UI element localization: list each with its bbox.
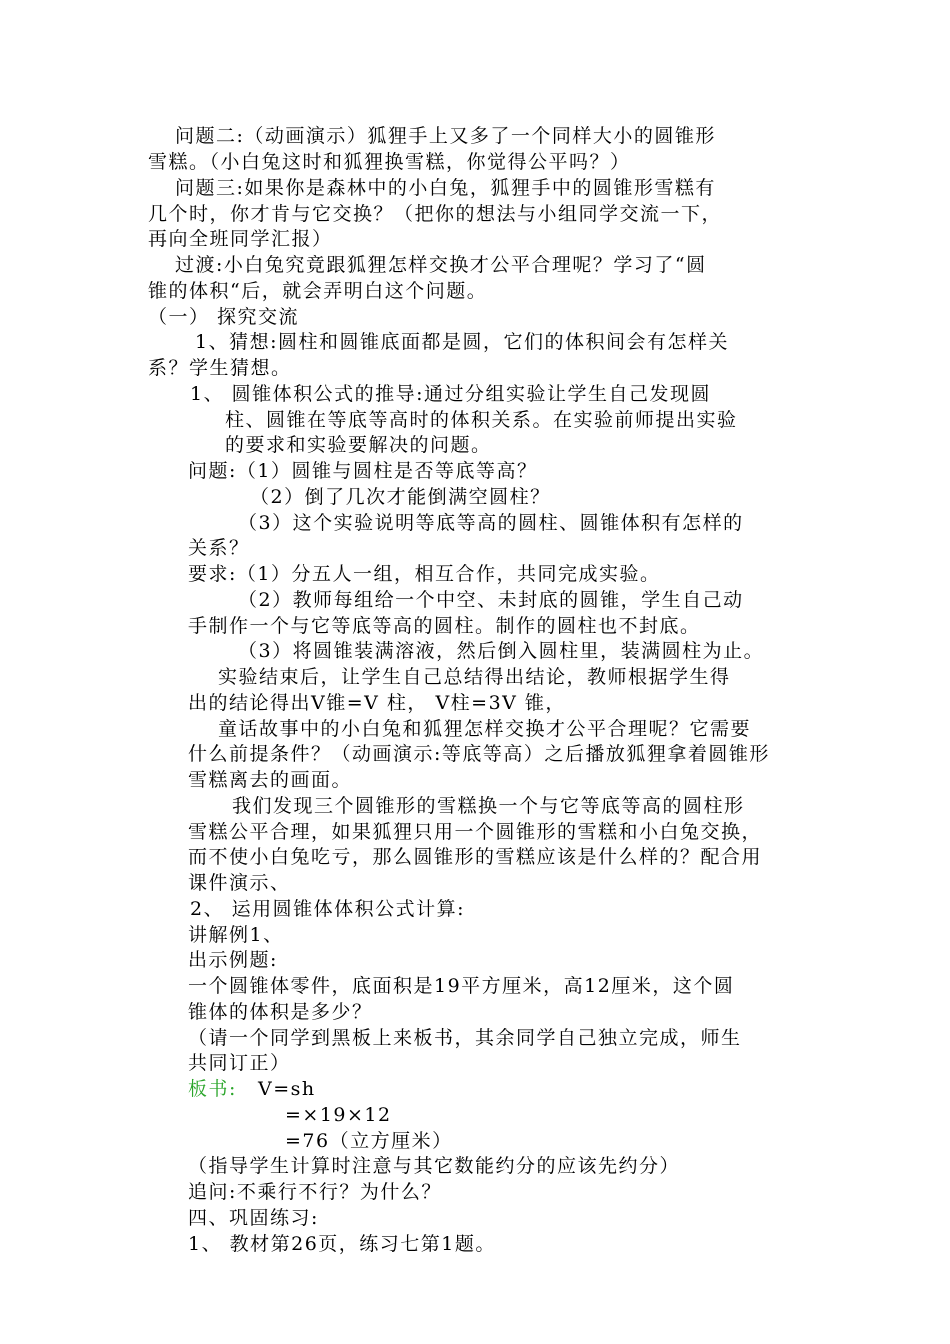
text-line: 锥体的体积是多少？ <box>188 1001 373 1023</box>
text-line: 问题三:如果你是森林中的小白兔，狐狸手中的圆锥形雪糕有 <box>175 177 716 199</box>
text-line: 课件演示、 <box>188 872 291 894</box>
text-line: 雪糕公平合理，如果狐狸只用一个圆锥形的雪糕和小白兔交换， <box>188 821 763 843</box>
text-line: 1、猜想:圆柱和圆锥底面都是圆，它们的体积间会有怎样关 <box>195 331 729 353</box>
text-line: 2、 运用圆锥体体积公式计算: <box>190 898 466 920</box>
text-line: 什么前提条件？（动画演示:等底等高）之后播放狐狸拿着圆锥形 <box>188 743 770 765</box>
section-heading: （一） 探究交流 <box>148 306 300 328</box>
text-line: 系？学生猜想。 <box>148 357 292 379</box>
text-line: 出示例题: <box>188 949 278 971</box>
text-line: （2）倒了几次才能倒满空圆柱？ <box>250 486 551 508</box>
text-line: 1、 圆锥体积公式的推导:通过分组实验让学生自己发现圆 <box>190 383 712 405</box>
text-line: 童话故事中的小白兔和狐狸怎样交换才公平合理呢？它需要 <box>218 718 752 740</box>
text-line: 我们发现三个圆锥形的雪糕换一个与它等底等高的圆柱形 <box>232 795 745 817</box>
text-line: 而不使小白兔吃亏，那么圆锥形的雪糕应该是什么样的？配合用 <box>188 846 763 868</box>
text-line: 讲解例1、 <box>188 924 284 946</box>
text-line: 问题二:（动画演示）狐狸手上又多了一个同样大小的圆锥形 <box>175 125 716 147</box>
text-line: 锥的体积“后，就会弄明白这个问题。 <box>148 280 488 302</box>
text-line: （3）将圆锥装满溶液，然后倒入圆柱里，装满圆柱为止。 <box>238 640 765 662</box>
formula-line: V=sh <box>258 1078 316 1100</box>
text-line: 1、 教材第26页，练习七第1题。 <box>188 1233 496 1255</box>
text-line: 关系？ <box>188 537 250 559</box>
text-line: 要求:（1）分五人一组，相互合作，共同完成实验。 <box>188 563 661 585</box>
text-line: 一个圆锥体零件，底面积是19平方厘米，高12厘米，这个圆 <box>188 975 735 997</box>
text-line: （3）这个实验说明等底等高的圆柱、圆锥体积有怎样的 <box>238 512 744 534</box>
text-line: 共同订正） <box>188 1052 291 1074</box>
text-line: 柱、圆锥在等底等高时的体积关系。在实验前师提出实验 <box>225 409 738 431</box>
formula-line: =76（立方厘米） <box>285 1130 453 1152</box>
text-line: 问题:（1）圆锥与圆柱是否等底等高？ <box>188 460 538 482</box>
text-line: 的要求和实验要解决的问题。 <box>225 434 492 456</box>
section-heading: 四、巩固练习: <box>188 1207 319 1229</box>
text-line: （2）教师每组给一个中空、未封底的圆锥，学生自己动 <box>238 589 744 611</box>
text-line: 过渡:小白兔究竟跟狐狸怎样交换才公平合理呢？学习了“圆 <box>175 254 707 276</box>
board-label: 板书: <box>188 1078 237 1100</box>
text-line: （请一个同学到黑板上来板书，其余同学自己独立完成，师生 <box>188 1027 742 1049</box>
text-line: 雪糕。（小白兔这时和狐狸换雪糕，你觉得公平吗？） <box>148 151 631 173</box>
text-line: 手制作一个与它等底等高的圆柱。制作的圆柱也不封底。 <box>188 615 701 637</box>
text-line: 追问:不乘行不行？为什么？ <box>188 1181 442 1203</box>
formula-line: =×19×12 <box>285 1104 392 1126</box>
text-line: 出的结论得出V锥=V 柱， V柱=3V 锥， <box>188 692 566 714</box>
text-line: 雪糕离去的画面。 <box>188 769 353 791</box>
text-line: 再向全班同学汇报） <box>148 228 333 250</box>
text-line: 实验结束后，让学生自己总结得出结论，教师根据学生得 <box>218 666 731 688</box>
text-line: （指导学生计算时注意与其它数能约分的应该先约分） <box>188 1155 681 1177</box>
text-line: 几个时，你才肯与它交换？（把你的想法与小组同学交流一下， <box>148 203 723 225</box>
